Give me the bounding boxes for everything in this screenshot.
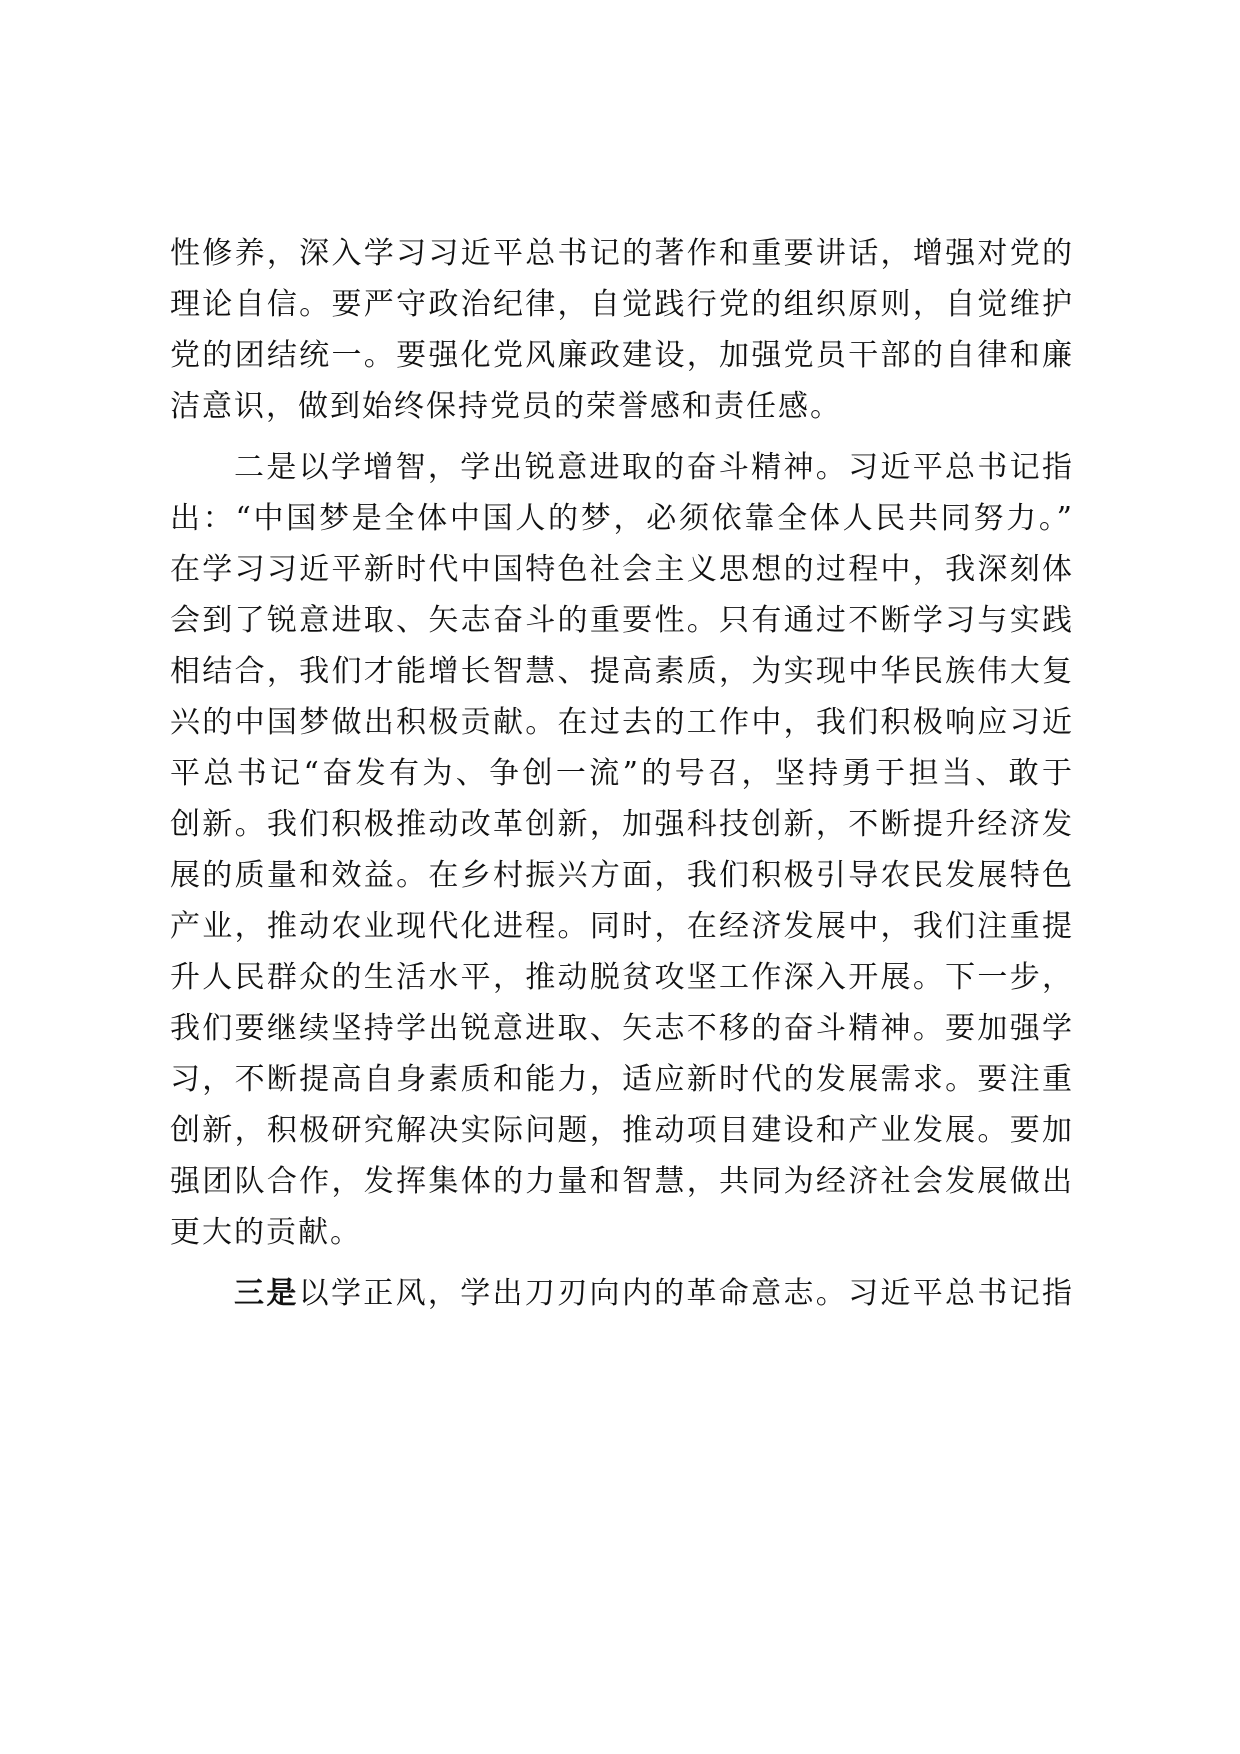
text-line: 性修养，深入学习习近平总书记的著作和重要讲话，增强对党的 (170, 236, 1074, 271)
text-line: 党的团结统一。要强化党风廉政建设，加强党员干部的自律和廉 (170, 338, 1074, 373)
text-line: 平总书记“奋发有为、争创一流”的号召，坚持勇于担当、敢于 (170, 756, 1074, 791)
text-line: 升人民群众的生活水平，推动脱贫攻坚工作深入开展。下一步， (170, 960, 1074, 995)
paragraph-2 (170, 442, 1074, 1258)
text-line: 创新，积极研究解决实际问题，推动项目建设和产业发展。要加 (170, 1113, 1074, 1148)
text-line: 习，不断提高自身素质和能力，适应新时代的发展需求。要注重 (170, 1062, 1074, 1097)
text-line: 相结合，我们才能增长智慧、提高素质，为实现中华民族伟大复 (170, 654, 1074, 689)
text-line: 二是以学增智，学出锐意进取的奋斗精神。习近平总书记指 (234, 450, 1074, 485)
text-line: 强团队合作，发挥集体的力量和智慧，共同为经济社会发展做出 (170, 1164, 1074, 1199)
paragraph-lead: 三是 (234, 1276, 299, 1311)
text-line: 会到了锐意进取、矢志奋斗的重要性。只有通过不断学习与实践 (170, 603, 1074, 638)
text-line: 我们要继续坚持学出锐意进取、矢志不移的奋斗精神。要加强学 (170, 1011, 1074, 1046)
text-line: 在学习习近平新时代中国特色社会主义思想的过程中，我深刻体 (170, 552, 1074, 587)
text-line: 展的质量和效益。在乡村振兴方面，我们积极引导农民发展特色 (170, 858, 1074, 893)
paragraph-1 (170, 228, 1074, 432)
text-line: 更大的贡献。 (170, 1215, 362, 1250)
paragraph-text: 以学正风，学出刀刃向内的革命意志。习近平总书记指 (298, 1276, 1074, 1311)
text-line (170, 1268, 1074, 1319)
text-line: 理论自信。要严守政治纪律，自觉践行党的组织原则，自觉维护 (170, 287, 1074, 322)
paragraph-3 (170, 1268, 1074, 1319)
text-line: 洁意识，做到始终保持党员的荣誉感和责任感。 (170, 389, 842, 424)
text-line: 产业，推动农业现代化进程。同时，在经济发展中，我们注重提 (170, 909, 1074, 944)
text-line: 兴的中国梦做出积极贡献。在过去的工作中，我们积极响应习近 (170, 705, 1074, 740)
text-line: 出：“中国梦是全体中国人的梦，必须依靠全体人民共同努力。” (170, 501, 1074, 536)
text-line: 创新。我们积极推动改革创新，加强科技创新，不断提升经济发 (170, 807, 1074, 842)
body-text (170, 228, 1074, 1319)
